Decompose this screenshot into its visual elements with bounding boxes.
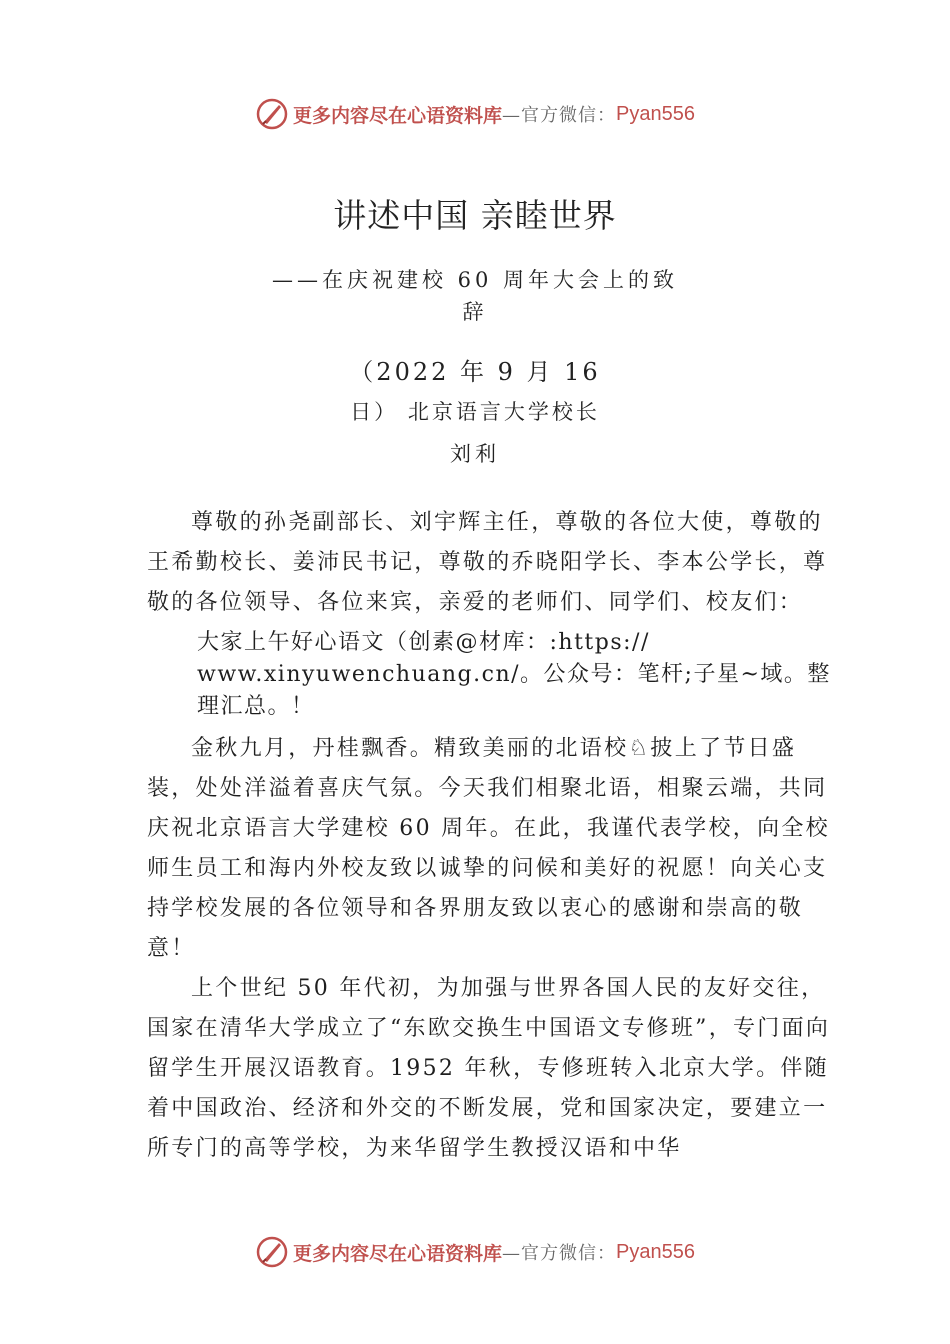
- quill-logo-icon: [255, 1235, 289, 1269]
- watermark-wechat-id: Pyan556: [616, 1240, 695, 1263]
- document-subtitle: [0, 264, 950, 328]
- dateline-line-2: 日） 北京语言大学校长: [350, 400, 600, 424]
- paragraph-inserted-ad: 大家上午好心语文（创素@材库：:https:// www.xinyuwenchuang.cn/。公众号：笔杆;子星~域。整理汇总。！: [197, 630, 831, 719]
- watermark-wechat-id: Pyan556: [616, 102, 695, 125]
- watermark-text: 更多内容尽在心语资料库: [293, 104, 503, 127]
- watermark-separator: —官方微信：: [502, 1243, 617, 1264]
- footer-watermark: [0, 1232, 950, 1272]
- author-name: 刘利: [450, 442, 500, 466]
- paragraph-greeting: 尊敬的孙尧副部长、刘宇辉主任，尊敬的各位大使，尊敬的王希勤校长、姜沛民书记，尊敬的乔晓阳学长、李本公学长，尊敬的各位领导、各位来宾，亲爱的老师们、同学们、校友们：: [147, 510, 828, 615]
- dateline: [0, 352, 950, 432]
- dateline-line-1: （2022 年 9 月 16: [349, 358, 601, 386]
- subtitle-line-1: ——在庆祝建校 60 周年大会上的致: [271, 268, 679, 292]
- paragraph-opening: 金秋九月，丹桂飘香。精致美丽的北语校♘披上了节日盛装，处处洋溢着喜庆气氛。今天我们相聚北语，相聚云端，共同庆祝北京语言大学建校 60 周年。在此，我谨代表学校，向全校师生员工和海内外校友致以诚挚的问候和美好的祝愿！向关心支持学校发展的各位领导和各界朋友致以衷心的感谢和崇高的敬意！: [147, 736, 830, 961]
- document-title: 讲述中国 亲睦世界: [333, 196, 617, 235]
- subtitle-line-2: 辞: [462, 300, 488, 324]
- header-watermark: [0, 94, 950, 134]
- watermark-separator: —官方微信：: [502, 105, 617, 126]
- quill-logo-icon: [255, 97, 289, 131]
- paragraph-history: 上个世纪 50 年代初，为加强与世界各国人民的友好交往，国家在清华大学成立了“东欧交换生中国语文专修班”，专门面向留学生开展汉语教育。1952 年秋，专修班转入北京大学。伴随着中国政治、经济和外交的不断发展，党和国家决定，要建立一所专门的高等学校，为来华留学生教授汉语和中华: [147, 976, 831, 1161]
- watermark-text: 更多内容尽在心语资料库: [293, 1242, 503, 1265]
- document-body: [147, 503, 837, 1169]
